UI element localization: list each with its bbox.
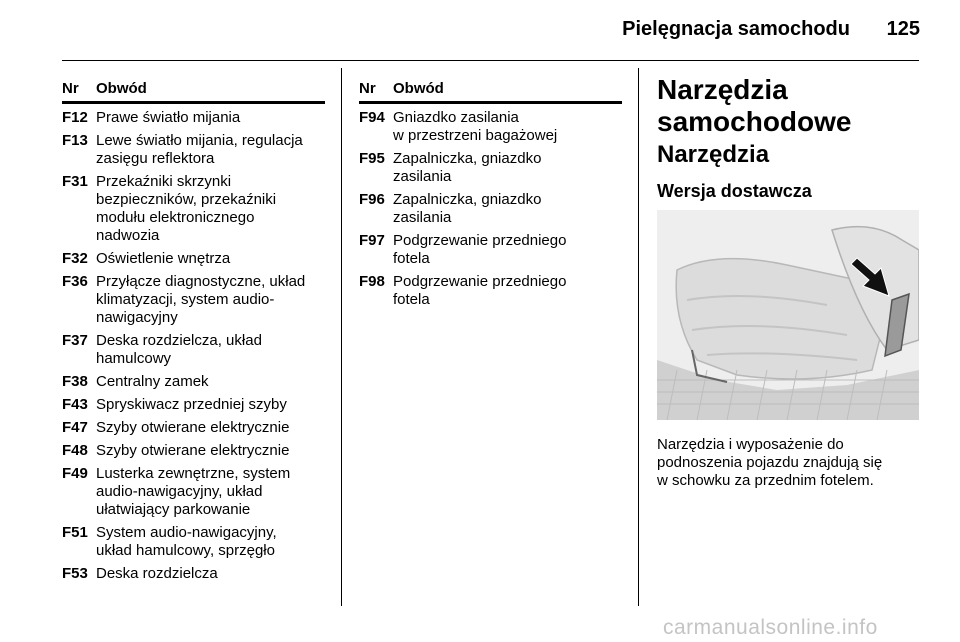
fuse-code: F31 xyxy=(62,173,88,190)
fuse-row xyxy=(62,524,325,560)
fuse-row xyxy=(62,565,325,583)
fuse-code: F32 xyxy=(62,250,88,267)
subsection-heading: Narzędzia xyxy=(657,141,770,168)
fuse-row xyxy=(62,373,325,391)
variant-heading: Wersja dostawcza xyxy=(657,181,812,201)
table-header xyxy=(62,80,325,104)
fuse-row xyxy=(359,191,622,227)
circuit-description: Podgrzewanie przedniego fotela xyxy=(393,232,567,267)
column-header-nr: Nr xyxy=(62,80,79,97)
circuit-description: Zapalniczka, gniazdko zasilania xyxy=(393,150,542,185)
column-header-circuit: Obwód xyxy=(96,80,147,97)
fuse-row xyxy=(359,232,622,268)
fuse-row xyxy=(62,250,325,268)
fuse-code: F12 xyxy=(62,109,88,126)
circuit-description: Szyby otwierane elektrycznie xyxy=(96,419,290,436)
page-header-title: Pielęgnacja samochodu xyxy=(622,18,850,40)
illustration-drawing xyxy=(657,210,919,420)
fuse-row xyxy=(62,332,325,368)
watermark: carmanualsonline.info xyxy=(663,616,878,639)
fuse-row xyxy=(62,396,325,414)
fuse-row xyxy=(359,109,622,145)
header-divider xyxy=(62,60,919,61)
fuse-code: F95 xyxy=(359,150,385,167)
fuse-code: F43 xyxy=(62,396,88,413)
fuse-code: F47 xyxy=(62,419,88,436)
fuse-row xyxy=(62,419,325,437)
seat-tool-compartment-illustration xyxy=(657,210,919,420)
page-number: 125 xyxy=(886,18,920,40)
fuse-row xyxy=(62,273,325,327)
circuit-description: Centralny zamek xyxy=(96,373,209,390)
fuse-row xyxy=(62,109,325,127)
fuse-table-left xyxy=(62,80,325,583)
circuit-description: Przyłącze diagnostyczne, układ klimatyzacji, system audio- nawigacyjny xyxy=(96,273,306,326)
column-divider-1 xyxy=(341,68,342,606)
fuse-code: F98 xyxy=(359,273,385,290)
fuse-code: F37 xyxy=(62,332,88,349)
circuit-description: Gniazdko zasilania w przestrzeni bagażowej xyxy=(393,109,558,144)
fuse-code: F48 xyxy=(62,442,88,459)
circuit-description: Deska rozdzielcza xyxy=(96,565,218,582)
fuse-row xyxy=(62,173,325,245)
circuit-description: Podgrzewanie przedniego fotela xyxy=(393,273,567,308)
circuit-description: Przekaźniki skrzynki bezpieczników, przekaźniki modułu elektronicznego nadwozia xyxy=(96,173,277,244)
circuit-description: Szyby otwierane elektrycznie xyxy=(96,442,290,459)
fuse-code: F51 xyxy=(62,524,88,541)
circuit-description: Deska rozdzielcza, układ hamulcowy xyxy=(96,332,262,367)
fuse-code: F96 xyxy=(359,191,385,208)
circuit-description: Prawe światło mijania xyxy=(96,109,241,126)
fuse-code: F13 xyxy=(62,132,88,149)
fuse-row xyxy=(359,273,622,309)
circuit-description: System audio-nawigacyjny, układ hamulcowy, sprzęgło xyxy=(96,524,277,559)
fuse-code: F97 xyxy=(359,232,385,249)
column-header-circuit: Obwód xyxy=(393,80,444,97)
circuit-description: Lusterka zewnętrzne, system audio-nawigacyjny, układ ułatwiający parkowanie xyxy=(96,465,291,518)
fuse-code: F49 xyxy=(62,465,88,482)
circuit-description: Oświetlenie wnętrza xyxy=(96,250,231,267)
fuse-row xyxy=(359,150,622,186)
fuse-code: F53 xyxy=(62,565,88,582)
fuse-code: F38 xyxy=(62,373,88,390)
column-header-nr: Nr xyxy=(359,80,376,97)
table-header xyxy=(359,80,622,104)
fuse-row xyxy=(62,442,325,460)
circuit-description: Zapalniczka, gniazdko zasilania xyxy=(393,191,542,226)
column-divider-2 xyxy=(638,68,639,606)
section-heading: Narzędzia samochodowe xyxy=(657,74,852,137)
illustration-caption: Narzędzia i wyposażenie do podnoszenia pojazdu znajdują się w schowku za przednim fotelem. xyxy=(657,436,883,489)
fuse-code: F94 xyxy=(359,109,385,126)
circuit-description: Lewe światło mijania, regulacja zasięgu reflektora xyxy=(96,132,303,167)
fuse-row xyxy=(62,465,325,519)
circuit-description: Spryskiwacz przedniej szyby xyxy=(96,396,287,413)
fuse-code: F36 xyxy=(62,273,88,290)
fuse-table-right xyxy=(359,80,622,309)
fuse-row xyxy=(62,132,325,168)
